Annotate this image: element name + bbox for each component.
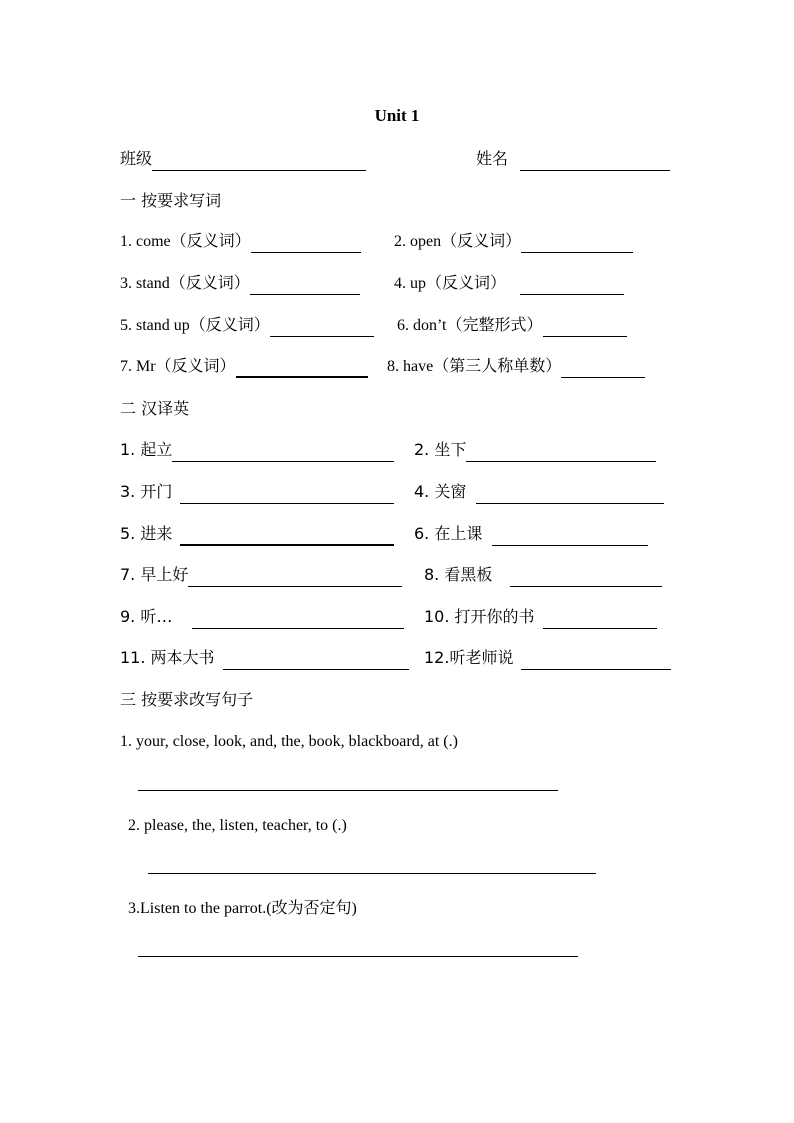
s1-item-4-blank[interactable] [520,277,624,295]
name-field [476,148,670,171]
s2-item-5-blank[interactable] [180,527,394,546]
s2-item-9 [120,606,404,629]
s1-item-6-blank[interactable] [543,319,627,337]
name-label: 姓名 [476,149,509,168]
s1-item-6 [397,315,627,337]
s1-item-6-text: 6. don’t（完整形式） [397,317,543,334]
s2-item-9-blank[interactable] [192,611,404,629]
class-blank[interactable] [152,153,366,171]
s3-item-1-text: 1. your, close, look, and, the, book, blackboard, at (.) [120,733,458,750]
s2-item-4 [414,481,664,504]
s2-item-8-text: 8. 看黑板 [424,565,493,584]
s2-item-6-blank[interactable] [492,528,648,546]
section2-heading: 二 汉译英 [120,399,190,418]
s2-item-3 [120,481,394,504]
s1-item-7 [120,356,368,378]
s1-item-3 [120,273,360,295]
s1-item-2-blank[interactable] [521,235,633,253]
s2-item-1-blank[interactable] [172,444,394,462]
s2-item-2 [414,439,656,462]
s1-item-5-blank[interactable] [270,319,374,337]
s2-item-2-text: 2. 坐下 [414,440,467,459]
s2-item-4-blank[interactable] [476,486,664,504]
s2-item-12 [424,647,671,670]
s2-item-7 [120,564,402,587]
s2-item-2-blank[interactable] [466,444,656,462]
s1-item-4 [394,273,624,295]
class-field [120,148,366,171]
name-blank[interactable] [520,153,670,171]
s2-item-5-text: 5. 进来 [120,524,173,543]
s2-item-11 [120,647,409,670]
s2-item-3-blank[interactable] [180,486,394,504]
s1-item-7-text: 7. Mr（反义词） [120,358,236,375]
s1-item-2-text: 2. open（反义词） [394,233,522,250]
s1-item-8 [387,356,645,378]
s2-item-9-text: 9. 听… [120,607,173,626]
s2-item-12-blank[interactable] [521,652,671,670]
s3-item-1-answer-line[interactable] [138,790,558,791]
s3-item-2-answer-line[interactable] [148,873,596,874]
s2-item-1-text: 1. 起立 [120,440,173,459]
s1-item-1-blank[interactable] [251,235,361,253]
s2-item-10-text: 10. 打开你的书 [424,607,535,626]
s2-item-5 [120,523,394,546]
section3-heading: 三 按要求改写句子 [120,690,254,709]
s2-item-11-text: 11. 两本大书 [120,648,215,667]
s2-item-7-text: 7. 早上好 [120,565,189,584]
s1-item-5-text: 5. stand up（反义词） [120,317,270,334]
s2-item-7-blank[interactable] [188,569,402,587]
section1-heading: 一 按要求写词 [120,191,222,210]
s2-item-6 [414,523,648,546]
s2-item-3-text: 3. 开门 [120,482,173,501]
s1-item-5 [120,315,374,337]
s1-item-7-blank[interactable] [236,359,368,378]
s2-item-12-text: 12.听老师说 [424,648,514,667]
s2-item-11-blank[interactable] [223,652,409,670]
s2-item-8 [424,564,662,587]
s1-item-1 [120,231,361,253]
s2-item-1 [120,439,394,462]
page-title: Unit 1 [374,106,420,125]
s1-item-8-blank[interactable] [561,360,645,378]
s1-item-8-text: 8. have（第三人称单数） [387,358,562,375]
s1-item-3-text: 3. stand（反义词） [120,275,250,292]
s1-item-4-text: 4. up（反义词） [394,275,507,292]
s2-item-10 [424,606,657,629]
s3-item-3-answer-line[interactable] [138,956,578,957]
class-label: 班级 [120,149,153,168]
s1-item-2 [394,231,633,253]
s2-item-4-text: 4. 关窗 [414,482,467,501]
s1-item-1-text: 1. come（反义词） [120,233,251,250]
s3-item-3-text: 3.Listen to the parrot.(改为否定句) [128,900,357,917]
s2-item-10-blank[interactable] [543,611,657,629]
s1-item-3-blank[interactable] [250,277,360,295]
s3-item-2-text: 2. please, the, listen, teacher, to (.) [128,817,347,834]
s2-item-6-text: 6. 在上课 [414,524,483,543]
s2-item-8-blank[interactable] [510,569,662,587]
